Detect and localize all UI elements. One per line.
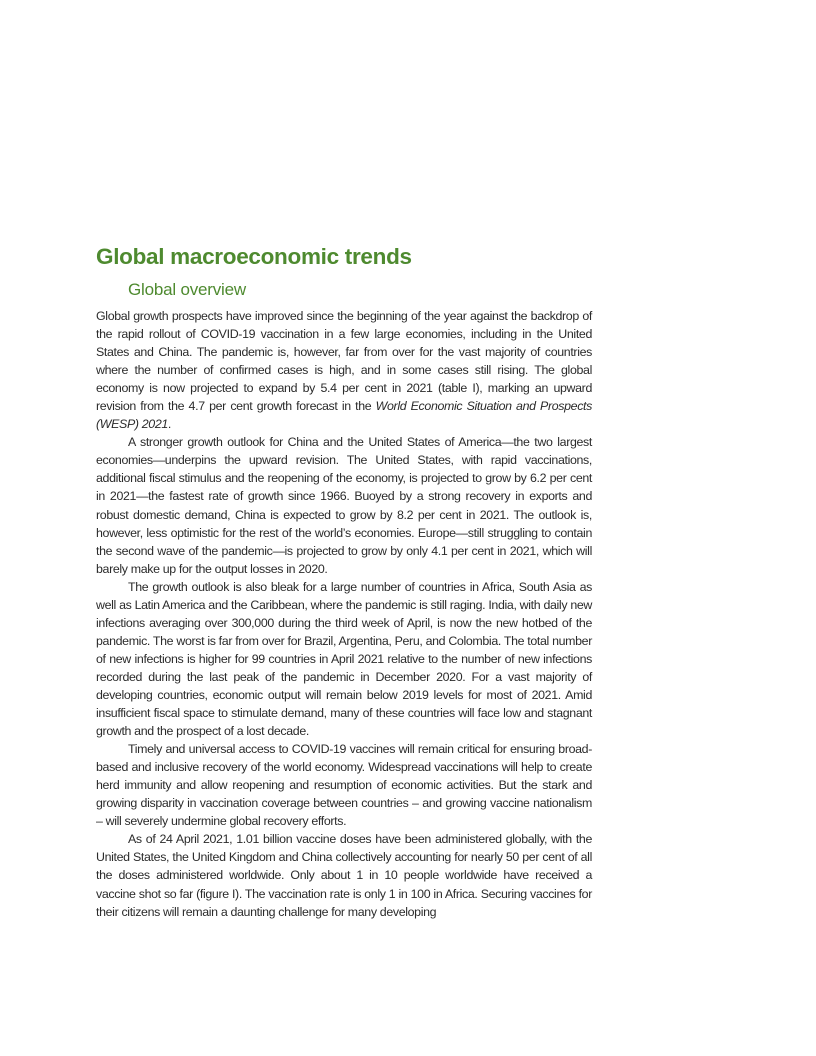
body-text (96, 307, 592, 921)
paragraph-3: The growth outlook is also bleak for a large number of countries in Africa, South Asia as well as Latin America and the Caribbean, where the pandemic is still raging. India, with daily new infections averaging over 300,000 during the third week of April, is now the new hotbed of the pandemic. The worst is far from over for Brazil, Argentina, Peru, and Colombia. The total number of new infections is higher for 99 countries in April 2021 relative to the number of new infections recorded during the last peak of the pandemic in December 2020. For a vast majority of developing countries, economic output will remain below 2019 levels for most of 2021. Amid insufficient fiscal space to stimulate demand, many of these countries will face low and stagnant growth and the prospect of a lost decade. (96, 579, 592, 739)
paragraph-1-text: Global growth prospects have improved since the beginning of the year against the backdrop of the rapid rollout of COVID-19 vaccination in a few large economies, including in the United States and China. The pandemic is, however, far from over for the vast majority of countries where the number of confirmed cases is high, and in some cases still rising. The global economy is now projected to expand by 5.4 per cent in 2021 (table I), marking an upward revision from the 4.7 per cent growth forecast in the (96, 309, 592, 414)
paragraph-1-end: . (167, 417, 171, 432)
section-heading: Global macroeconomic trends (96, 244, 412, 269)
section-subheading: Global overview (128, 280, 246, 299)
paragraph-1 (96, 307, 592, 433)
report-citation: World Economic Situation and Prospects (WESP) 2021 (96, 399, 592, 432)
paragraph-4: Timely and universal access to COVID-19 vaccines will remain critical for ensuring broad-based and inclusive recovery of the world economy. Widespread vaccinations will help to create herd immunity and allow reopening and resumption of economic activities. But the stark and growing disparity in vaccination coverage between countries – and growing vaccine nationalism – will severely undermine global recovery efforts. (96, 742, 592, 829)
paragraph-5: As of 24 April 2021, 1.01 billion vaccine doses have been administered globally, with the United States, the United Kingdom and China collectively accounting for nearly 50 per cent of all the doses administered worldwide. Only about 1 in 10 people worldwide have received a vaccine shot so far (figure I). The vaccination rate is only 1 in 100 in Africa. Securing vaccines for their citizens will remain a daunting challenge for many developing (96, 832, 592, 919)
paragraph-2: A stronger growth outlook for China and the United States of America—the two largest economies—underpins the upward revision. The United States, with rapid vaccinations, additional fiscal stimulus and the reopening of the economy, is projected to grow by 6.2 per cent in 2021—the fastest rate of growth since 1966. Buoyed by a strong recovery in exports and robust domestic demand, China is expected to grow by 8.2 per cent in 2021. The outlook is, however, less optimistic for the rest of the world’s economies. Europe—still struggling to contain the second wave of the pandemic—is projected to grow by only 4.1 per cent in 2021, which will barely make up for the output losses in 2020. (96, 435, 592, 576)
